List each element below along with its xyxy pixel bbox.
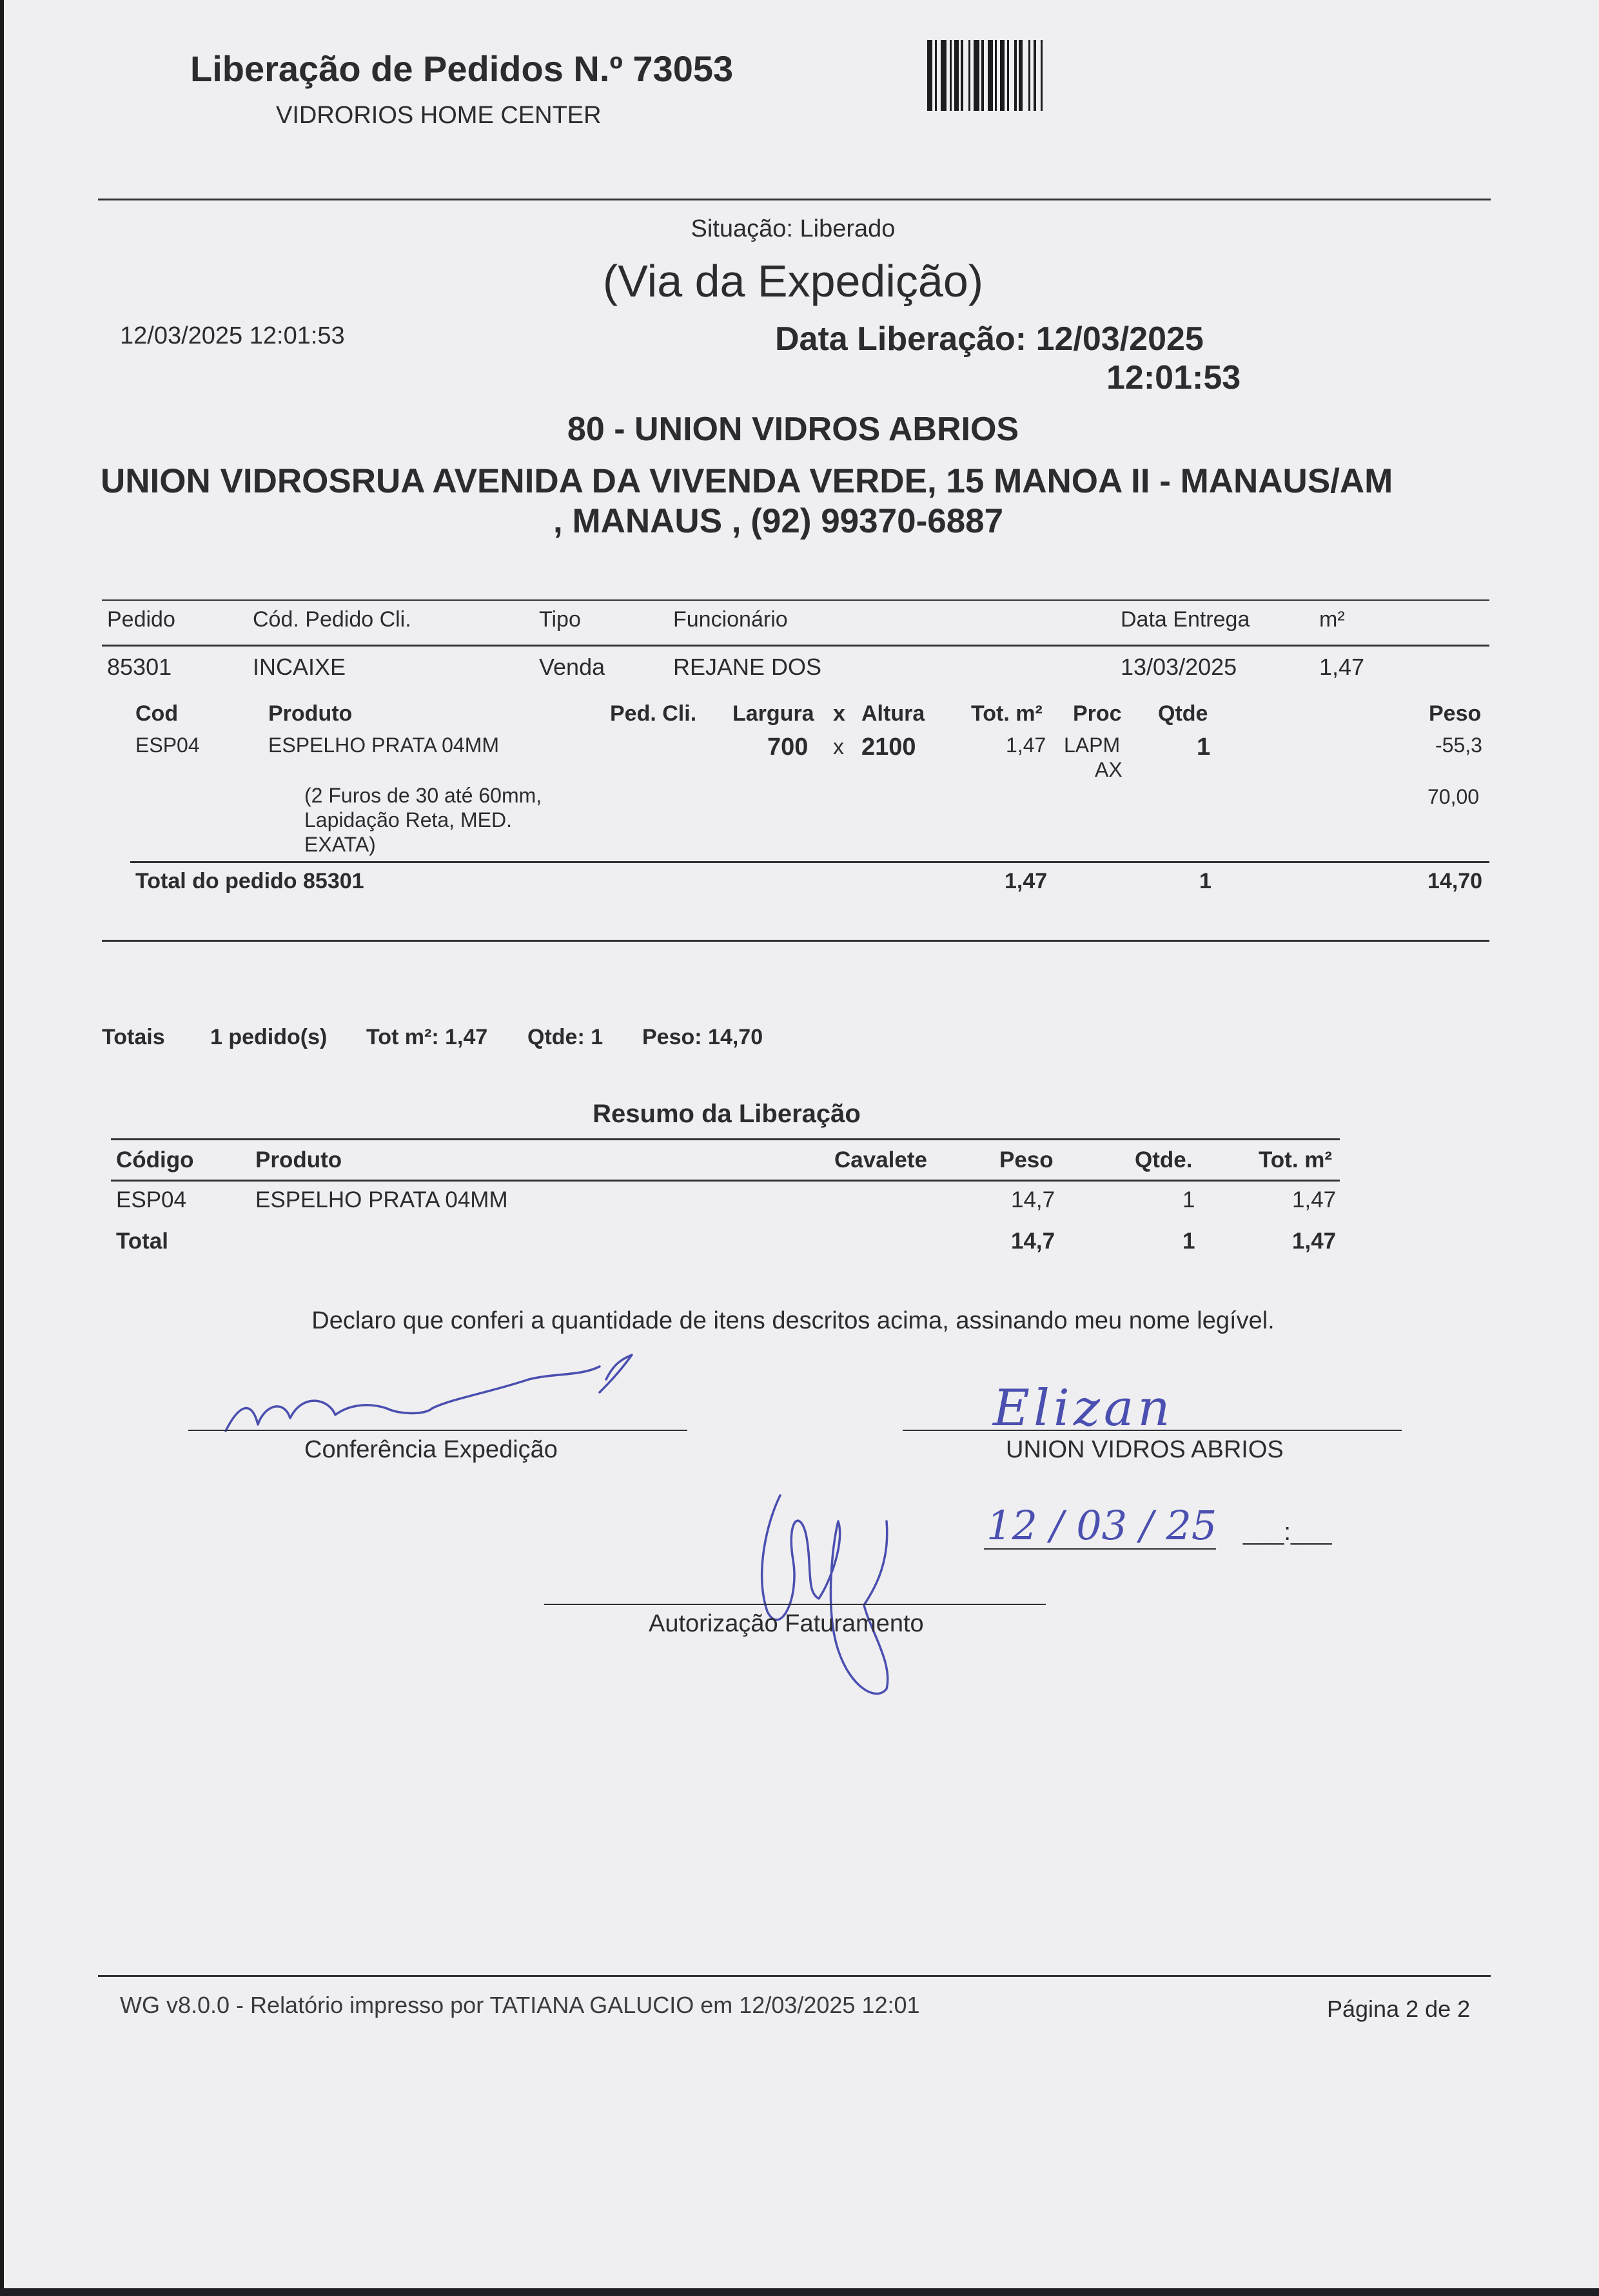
item-altura: 2100 [861, 734, 916, 761]
barcode [927, 40, 1169, 111]
order-m2: 1,47 [1319, 654, 1365, 680]
hora-liberacao: 12:01:53 [1106, 359, 1241, 396]
totals-pedidos: 1 pedido(s) [210, 1025, 328, 1049]
order-cod-cli: INCAIXE [253, 654, 346, 680]
scan-edge-bottom [0, 2288, 1599, 2296]
header-tipo: Tipo [539, 607, 581, 632]
footer-rule [98, 1975, 1491, 1977]
item-peso: -55,3 [1435, 734, 1482, 757]
order-pedido: 85301 [107, 654, 172, 680]
label-autorizacao-faturamento: Autorização Faturamento [649, 1610, 924, 1637]
via-label: (Via da Expedição) [602, 256, 984, 306]
item-produto: ESPELHO PRATA 04MM [268, 734, 500, 757]
status-situacao: Situação: Liberado [691, 215, 896, 242]
item-obs-line1: (2 Furos de 30 até 60mm, [304, 784, 542, 807]
resumo-header-cavalete: Cavalete [834, 1147, 927, 1172]
header-data-entrega: Data Entrega [1121, 607, 1250, 632]
resumo-total-label: Total [116, 1229, 169, 1254]
label-union-vidros: UNION VIDROS ABRIOS [1006, 1436, 1284, 1463]
item-x: x [833, 735, 844, 759]
item-proc-2: AX [1095, 758, 1123, 781]
items-header-largura: Largura [732, 701, 814, 726]
signature-line-auth [544, 1604, 1046, 1605]
resumo-header-codigo: Código [116, 1147, 194, 1172]
item-largura: 700 [767, 734, 809, 761]
table-header-rule [102, 645, 1489, 647]
order-total-m2: 1,47 [1005, 869, 1048, 893]
resumo-total-peso: 14,7 [1011, 1229, 1055, 1254]
items-header-altura: Altura [861, 701, 925, 726]
items-header-peso: Peso [1429, 701, 1482, 726]
footer-printed-by: WG v8.0.0 - Relatório impresso por TATIANA GALUCIO em 12/03/2025 12:01 [120, 1992, 920, 2018]
data-liberacao: Data Liberação: 12/03/2025 [775, 320, 1204, 358]
item-qtde: 1 [1197, 734, 1211, 761]
order-total-qtde: 1 [1199, 869, 1212, 893]
item-tot-m2: 1,47 [1006, 734, 1046, 757]
footer-page-number: Página 2 de 2 [1327, 1996, 1471, 2022]
items-header-tot-m2: Tot. m² [971, 701, 1043, 726]
order-bottom-rule [102, 940, 1489, 942]
resumo-header-rule [111, 1180, 1340, 1182]
header-cod-pedido-cli: Cód. Pedido Cli. [253, 607, 411, 632]
header-m2: m² [1319, 607, 1345, 632]
order-total-label: Total do pedido 85301 [135, 869, 364, 893]
divider [98, 199, 1491, 200]
totals-label: Totais [102, 1025, 165, 1049]
resumo-header-produto: Produto [255, 1147, 342, 1172]
items-header-x: x [833, 701, 845, 726]
resumo-total-tot-m2: 1,47 [1292, 1229, 1337, 1254]
resumo-header-peso: Peso [999, 1147, 1054, 1172]
label-conferencia-expedicao: Conferência Expedição [304, 1436, 558, 1463]
handwritten-name: Elizan [993, 1379, 1174, 1437]
totals-m2: Tot m²: 1,47 [366, 1025, 488, 1049]
item-obs-line3: EXATA) [304, 833, 376, 856]
signature-line-left [188, 1430, 687, 1431]
totals-qtde: Qtde: 1 [527, 1025, 603, 1049]
header-pedido: Pedido [107, 607, 175, 632]
resumo-row-produto: ESPELHO PRATA 04MM [255, 1187, 508, 1212]
print-timestamp: 12/03/2025 12:01:53 [120, 322, 345, 349]
client-address: UNION VIDROSRUA AVENIDA DA VIVENDA VERDE, 15 MANOA II - MANAUS/AM [101, 462, 1393, 500]
resumo-row-tot-m2: 1,47 [1292, 1187, 1337, 1212]
resumo-total-qtde: 1 [1182, 1229, 1195, 1254]
item-cod: ESP04 [135, 734, 200, 757]
resumo-header-tot-m2: Tot. m² [1259, 1147, 1333, 1172]
company-name: VIDRORIOS HOME CENTER [276, 102, 602, 129]
client-contact: , MANAUS , (92) 99370-6887 [553, 502, 1004, 540]
totals-peso: Peso: 14,70 [642, 1025, 763, 1049]
items-total-rule [130, 861, 1489, 863]
resumo-top-rule [111, 1138, 1340, 1140]
items-header-qtde: Qtde [1158, 701, 1208, 726]
client-code-name: 80 - UNION VIDROS ABRIOS [567, 411, 1019, 448]
items-header-proc: Proc [1073, 701, 1122, 726]
item-obs-line2: Lapidação Reta, MED. [304, 808, 512, 832]
header-funcionario: Funcionário [673, 607, 788, 632]
date-line [984, 1548, 1216, 1550]
resumo-row-codigo: ESP04 [116, 1187, 186, 1212]
signature-line-right [903, 1430, 1402, 1431]
item-peso-2: 70,00 [1427, 785, 1480, 808]
resumo-row-qtde: 1 [1182, 1187, 1195, 1212]
declaration-text: Declaro que conferi a quantidade de itens descritos acima, assinando meu nome legível. [311, 1307, 1275, 1334]
order-data-entrega: 13/03/2025 [1121, 654, 1237, 680]
order-tipo: Venda [539, 654, 605, 680]
resumo-header-qtde: Qtde. [1135, 1147, 1193, 1172]
items-header-produto: Produto [268, 701, 353, 726]
signature-autorizacao [748, 1483, 916, 1708]
items-header-ped-cli: Ped. Cli. [610, 701, 697, 726]
handwritten-date: 12 / 03 / 25 [986, 1502, 1217, 1549]
order-total-peso: 14,70 [1427, 869, 1483, 893]
resumo-row-peso: 14,7 [1011, 1187, 1055, 1212]
order-funcionario: REJANE DOS [673, 654, 822, 680]
resumo-title: Resumo da Liberação [593, 1100, 861, 1128]
table-top-rule [102, 599, 1489, 601]
time-blank: ___:___ [1243, 1519, 1332, 1546]
scan-edge [0, 0, 4, 2296]
item-proc: LAPM [1064, 734, 1121, 757]
items-header-cod: Cod [135, 701, 179, 726]
document-title: Liberação de Pedidos N.º 73053 [190, 48, 734, 89]
